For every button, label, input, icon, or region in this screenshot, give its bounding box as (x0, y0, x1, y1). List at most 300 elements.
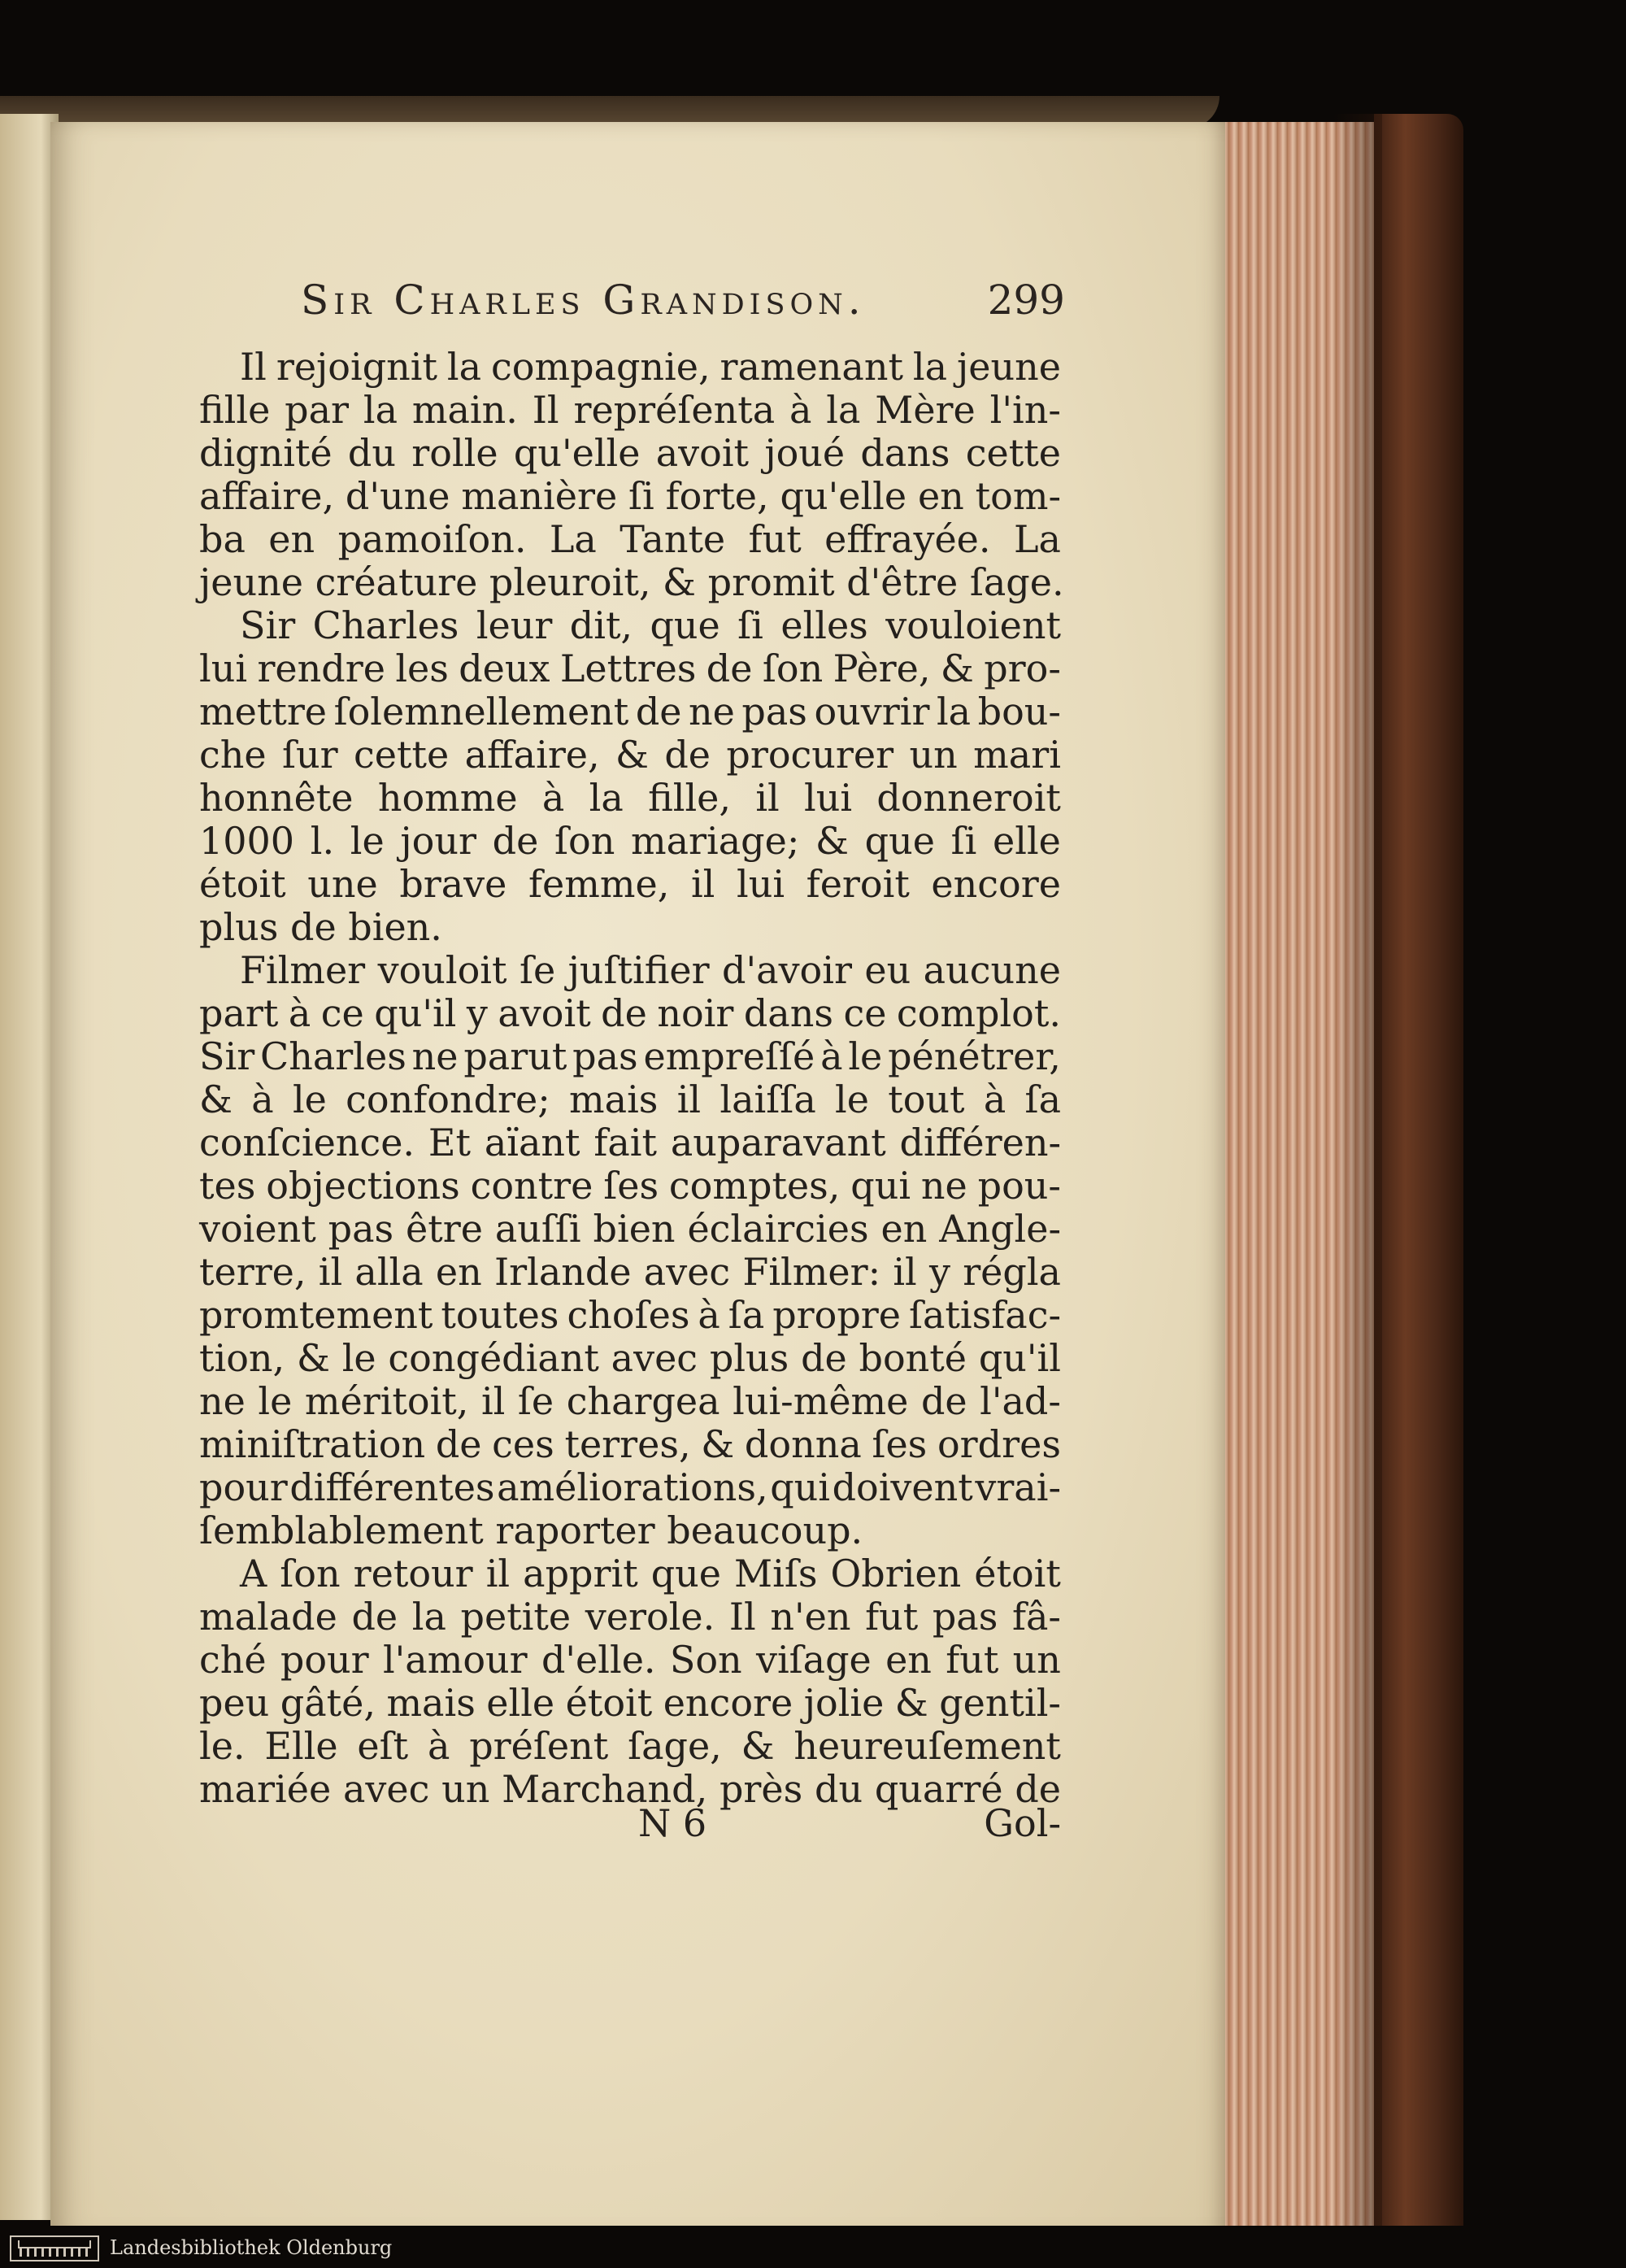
word: ne (411, 1034, 459, 1078)
word: Sir (240, 603, 296, 647)
word: Miſs (734, 1552, 818, 1595)
word: propre (772, 1293, 902, 1337)
word: par (285, 388, 350, 432)
word: mais (386, 1681, 476, 1725)
page-number: 299 (987, 276, 1065, 324)
text-line (199, 992, 1061, 1035)
word: y (928, 1250, 950, 1294)
text-line (199, 1380, 1061, 1423)
word: ſe (517, 1379, 554, 1423)
word: alla (354, 1250, 424, 1294)
word: & (296, 1336, 330, 1380)
word: brave (399, 862, 507, 906)
word: & (815, 819, 849, 863)
word: de (801, 1336, 847, 1380)
word: homme (377, 776, 518, 820)
word: miniſtration (199, 1422, 426, 1466)
word: la (446, 345, 482, 389)
word: Charles (260, 1034, 406, 1078)
text-line (199, 1208, 1061, 1251)
word: qu'elle (780, 474, 907, 518)
word: bou- (977, 690, 1061, 734)
word: auparavant (670, 1121, 886, 1164)
word: étoit (199, 862, 286, 906)
text-line: jeune créature pleuroit, & promit d'être ſage. (199, 560, 1064, 604)
word: à (789, 388, 812, 432)
word: ſa (728, 1293, 765, 1337)
word: dans (860, 431, 950, 475)
word: apprit (523, 1552, 638, 1595)
leather-cover (1374, 114, 1463, 2261)
running-title: Sir Charles Grandison. (301, 276, 866, 324)
word: tom- (975, 474, 1061, 518)
text-line (199, 604, 1061, 647)
text-line (199, 777, 1061, 820)
word: dignité (199, 431, 333, 475)
word: à (983, 1077, 1006, 1121)
word: fille (199, 388, 271, 432)
word: promtement (199, 1293, 433, 1337)
word: un (1012, 1638, 1061, 1682)
text-line (199, 690, 1061, 734)
word: le. (199, 1724, 246, 1768)
text-line (199, 647, 1061, 690)
word: doivent (832, 1465, 973, 1509)
word: le (350, 819, 385, 863)
word: rendre (257, 646, 385, 690)
word: elle (993, 819, 1061, 863)
word: ne (689, 690, 735, 734)
word: étoit (974, 1552, 1061, 1595)
word: la (363, 388, 398, 432)
word: vouloient (885, 603, 1061, 647)
text-line (199, 863, 1061, 906)
word: che (199, 733, 267, 777)
page-foot (199, 1801, 1061, 1850)
text-line (199, 389, 1061, 432)
word: qu'elle (513, 431, 641, 475)
word: ſon (762, 646, 824, 690)
word: y (466, 991, 488, 1035)
word: avec (643, 1250, 731, 1294)
word: & (199, 1077, 233, 1121)
word: Mère (875, 388, 976, 432)
word: eſt (357, 1724, 409, 1768)
word: le (258, 1379, 293, 1423)
word: Marchand, (502, 1767, 708, 1811)
word: l. (310, 819, 335, 863)
word: empreſſé (643, 1034, 815, 1078)
word: il (755, 776, 780, 820)
word: deux (459, 646, 550, 690)
word: lui (199, 646, 248, 690)
word: feroit (806, 862, 910, 906)
word: ſatisfac- (908, 1293, 1061, 1337)
word: il (480, 1379, 506, 1423)
word: fut (748, 517, 802, 561)
word: mariée (199, 1767, 332, 1811)
word: ne (920, 1164, 967, 1208)
word: main. (411, 388, 518, 432)
word: qu'il (374, 991, 457, 1035)
word: à (288, 991, 311, 1035)
word: Et (428, 1121, 471, 1164)
word: le (292, 1077, 327, 1121)
word: la (411, 1595, 446, 1639)
word: avoit (498, 991, 591, 1035)
word: n'en (770, 1595, 851, 1639)
word: complot. (896, 991, 1061, 1035)
word: améliorations, (497, 1465, 768, 1509)
word: pas (572, 1034, 638, 1078)
word: mari (973, 733, 1061, 777)
word: une (307, 862, 378, 906)
word: d'une (345, 474, 450, 518)
running-head (301, 276, 1065, 342)
word: ſon (280, 1552, 341, 1595)
word: & (940, 646, 974, 690)
word: pro- (984, 646, 1061, 690)
text-line (199, 1639, 1061, 1682)
text-line (199, 1251, 1061, 1294)
word: ſage, (628, 1724, 722, 1768)
word: Lettres (559, 646, 697, 690)
word: congédiant (388, 1336, 599, 1380)
word: plus (709, 1336, 789, 1380)
text-line (199, 1466, 1061, 1509)
word: mariage; (631, 819, 800, 863)
word: pour (280, 1638, 369, 1682)
word: Angle- (939, 1207, 1061, 1251)
word: pamoiſon. (337, 517, 527, 561)
word: & (701, 1422, 735, 1466)
word: cette (354, 733, 450, 777)
word: honnête (199, 776, 354, 820)
word: méritoit, (304, 1379, 469, 1423)
word: ouvrir (814, 690, 930, 734)
word: objections (266, 1164, 460, 1208)
word: l'amour (382, 1638, 528, 1682)
word: aucune (923, 948, 1061, 992)
word: terres, (564, 1422, 691, 1466)
signature-mark: N 6 (638, 1801, 707, 1845)
word: La (1013, 517, 1061, 561)
word: manière (461, 474, 618, 518)
text-line (199, 1337, 1061, 1380)
word: bonté (859, 1336, 967, 1380)
word: tout (888, 1077, 965, 1121)
word: près (719, 1767, 803, 1811)
word: pour (199, 1465, 288, 1509)
library-logo-icon (10, 2235, 99, 2261)
word: Il (532, 388, 559, 432)
word: il (893, 1250, 917, 1294)
text-line: plus de bien. (199, 905, 442, 949)
word: & (894, 1681, 928, 1725)
word: de (601, 991, 647, 1035)
word: de (706, 646, 753, 690)
word: encore (663, 1681, 793, 1725)
word: Elle (264, 1724, 338, 1768)
text-line (199, 1682, 1061, 1725)
word: pas (932, 1595, 998, 1639)
body-text (199, 345, 1064, 1811)
word: de (635, 690, 682, 734)
word: le (835, 1077, 869, 1121)
word: dans (743, 991, 833, 1035)
word: pas (741, 690, 807, 734)
word: l'ad- (980, 1379, 1061, 1423)
word: ſi (628, 474, 654, 518)
word: il (690, 862, 715, 906)
word: vrai- (975, 1465, 1061, 1509)
word: de (920, 1379, 967, 1423)
text-line (199, 346, 1061, 389)
word: elles (780, 603, 868, 647)
word: Il (240, 345, 267, 389)
word: Irlande (493, 1250, 632, 1294)
word: laiſſa (720, 1077, 816, 1121)
word: tion, (199, 1336, 285, 1380)
word: en (885, 1638, 932, 1682)
word: il (676, 1077, 702, 1121)
word: leur (476, 603, 553, 647)
word: à (541, 776, 565, 820)
word: terre, (199, 1250, 307, 1294)
word: en (268, 517, 315, 561)
word: ſe (519, 948, 556, 992)
word: ſi (950, 819, 977, 863)
word: auſſi (494, 1207, 581, 1251)
word: parut (463, 1034, 567, 1078)
word: étoit (565, 1681, 653, 1725)
word: avec (611, 1336, 698, 1380)
word: à (251, 1077, 274, 1121)
text-line (199, 1423, 1061, 1466)
word: de (435, 1422, 482, 1466)
word: qui (850, 1164, 911, 1208)
word: chargea (566, 1379, 720, 1423)
word: Père, (833, 646, 931, 690)
text-line (199, 1595, 1061, 1639)
word: dit, (569, 603, 633, 647)
word: voient (199, 1207, 316, 1251)
word: fille, (648, 776, 732, 820)
word: lui (804, 776, 853, 820)
text-line (199, 1035, 1061, 1078)
word: que (650, 1552, 722, 1595)
word: lui-même (733, 1379, 909, 1423)
word: mettre (199, 690, 328, 734)
word: la (826, 388, 861, 432)
word: confondre; (346, 1077, 550, 1121)
text-line (199, 1294, 1061, 1337)
word: gâté, (280, 1681, 376, 1725)
word: qui (770, 1465, 831, 1509)
word: La (549, 517, 597, 561)
word: d'elle. (541, 1638, 656, 1682)
word: cette (965, 431, 1061, 475)
word: vouloit (377, 948, 507, 992)
word: en (880, 1207, 928, 1251)
word: jeune (956, 345, 1061, 389)
word: & (615, 733, 649, 777)
text-line (199, 949, 1061, 992)
word: le (848, 1034, 883, 1078)
word: lui (737, 862, 785, 906)
word: ce (843, 991, 887, 1035)
word: qu'il (978, 1336, 1061, 1380)
word: rejoignit (276, 345, 437, 389)
word: Son (669, 1638, 742, 1682)
word: repréſenta (573, 388, 776, 432)
word: conſcience. (199, 1121, 415, 1164)
text-line (199, 820, 1061, 863)
word: noir (657, 991, 734, 1035)
text-line: ſemblablement raporter beaucoup. (199, 1508, 863, 1552)
word: que (650, 603, 720, 647)
word: toutes (441, 1293, 559, 1337)
word: quarré (874, 1767, 1003, 1811)
word: avec (342, 1767, 430, 1811)
word: pou- (977, 1164, 1061, 1208)
word: d'avoir (722, 948, 852, 992)
word: elle (486, 1681, 555, 1725)
word: rolle (411, 431, 498, 475)
word: compagnie, (491, 345, 711, 389)
word: tes (199, 1164, 256, 1208)
word: l'in- (989, 388, 1061, 432)
word: effrayée. (824, 517, 991, 561)
word: petite (460, 1595, 572, 1639)
word: & (741, 1724, 775, 1768)
text-line (199, 1078, 1061, 1121)
word: Filmer: (742, 1250, 881, 1294)
word: à (427, 1724, 450, 1768)
word: donna (744, 1422, 862, 1466)
word: ſes (872, 1422, 928, 1466)
word: mais (569, 1077, 659, 1121)
word: procurer (726, 733, 894, 777)
word: eu (864, 948, 911, 992)
word: ſur (282, 733, 338, 777)
word: forte, (665, 474, 769, 518)
word: gentil- (939, 1681, 1061, 1725)
word: Charles (312, 603, 459, 647)
text-line (199, 475, 1061, 518)
word: les (395, 646, 449, 690)
word: éclaircies (687, 1207, 869, 1251)
word: à (820, 1034, 843, 1078)
text-line (199, 734, 1061, 777)
word: le (341, 1336, 376, 1380)
text-line (199, 1121, 1061, 1164)
word: de (1015, 1767, 1061, 1811)
word: ſa (1024, 1077, 1061, 1121)
word: de (492, 819, 539, 863)
word: encore (931, 862, 1061, 906)
word: bien (593, 1207, 676, 1251)
word: pénétrer, (888, 1034, 1061, 1078)
word: il (485, 1552, 511, 1595)
word: fâ- (1011, 1595, 1061, 1639)
word: différentes (289, 1465, 495, 1509)
word: à (698, 1293, 720, 1337)
word: affaire, (199, 474, 335, 518)
word: part (199, 991, 279, 1035)
word: Obrien (830, 1552, 962, 1595)
word: ſes (603, 1164, 659, 1208)
word: choſes (567, 1293, 690, 1337)
text-line (199, 1164, 1061, 1208)
word: de (351, 1595, 398, 1639)
word: ramenant (720, 345, 903, 389)
word: pas (328, 1207, 394, 1251)
word: fut (865, 1595, 919, 1639)
word: régla (963, 1250, 1061, 1294)
word: un (909, 733, 958, 777)
word: Filmer (240, 948, 366, 992)
word: jour (400, 819, 476, 863)
word: 1000 (199, 819, 295, 863)
word: ordres (937, 1422, 1061, 1466)
word: que (864, 819, 935, 863)
word: ne (199, 1379, 246, 1423)
word: fait (593, 1121, 657, 1164)
library-credit: Landesbibliothek Oldenburg (110, 2236, 393, 2259)
word: ſon (554, 819, 615, 863)
word: affaire, (464, 733, 600, 777)
word: contre (470, 1164, 593, 1208)
word: la (936, 690, 972, 734)
word: Sir (199, 1034, 255, 1078)
word: un (441, 1767, 490, 1811)
word: comptes, (668, 1164, 841, 1208)
word: donneroit (876, 776, 1061, 820)
word: du (347, 431, 396, 475)
word: peu (199, 1681, 270, 1725)
word: être (406, 1207, 483, 1251)
word: heureuſement (793, 1724, 1061, 1768)
word: fut (946, 1638, 999, 1682)
text-line (199, 432, 1061, 475)
word: malade (199, 1595, 337, 1639)
word: la (912, 345, 948, 389)
word: ſi (737, 603, 763, 647)
word: aïant (484, 1121, 580, 1164)
word: verole. (585, 1595, 715, 1639)
word: ſolemnellement (333, 690, 629, 734)
word: en (435, 1250, 482, 1294)
word: il (318, 1250, 343, 1294)
word: joué (764, 431, 846, 475)
word: retour (353, 1552, 473, 1595)
word: ce (320, 991, 364, 1035)
word: de (664, 733, 711, 777)
word: jolie (803, 1681, 885, 1725)
word: juſtifier (567, 948, 710, 992)
word: la (589, 776, 624, 820)
word: en (917, 474, 964, 518)
word: ces (492, 1422, 554, 1466)
word: du (815, 1767, 863, 1811)
word: Tante (620, 517, 726, 561)
gutter-shadow (1333, 114, 1382, 2261)
word: viſage (755, 1638, 872, 1682)
word: préſent (469, 1724, 609, 1768)
text-line (199, 1725, 1061, 1768)
word: femme, (528, 862, 670, 906)
